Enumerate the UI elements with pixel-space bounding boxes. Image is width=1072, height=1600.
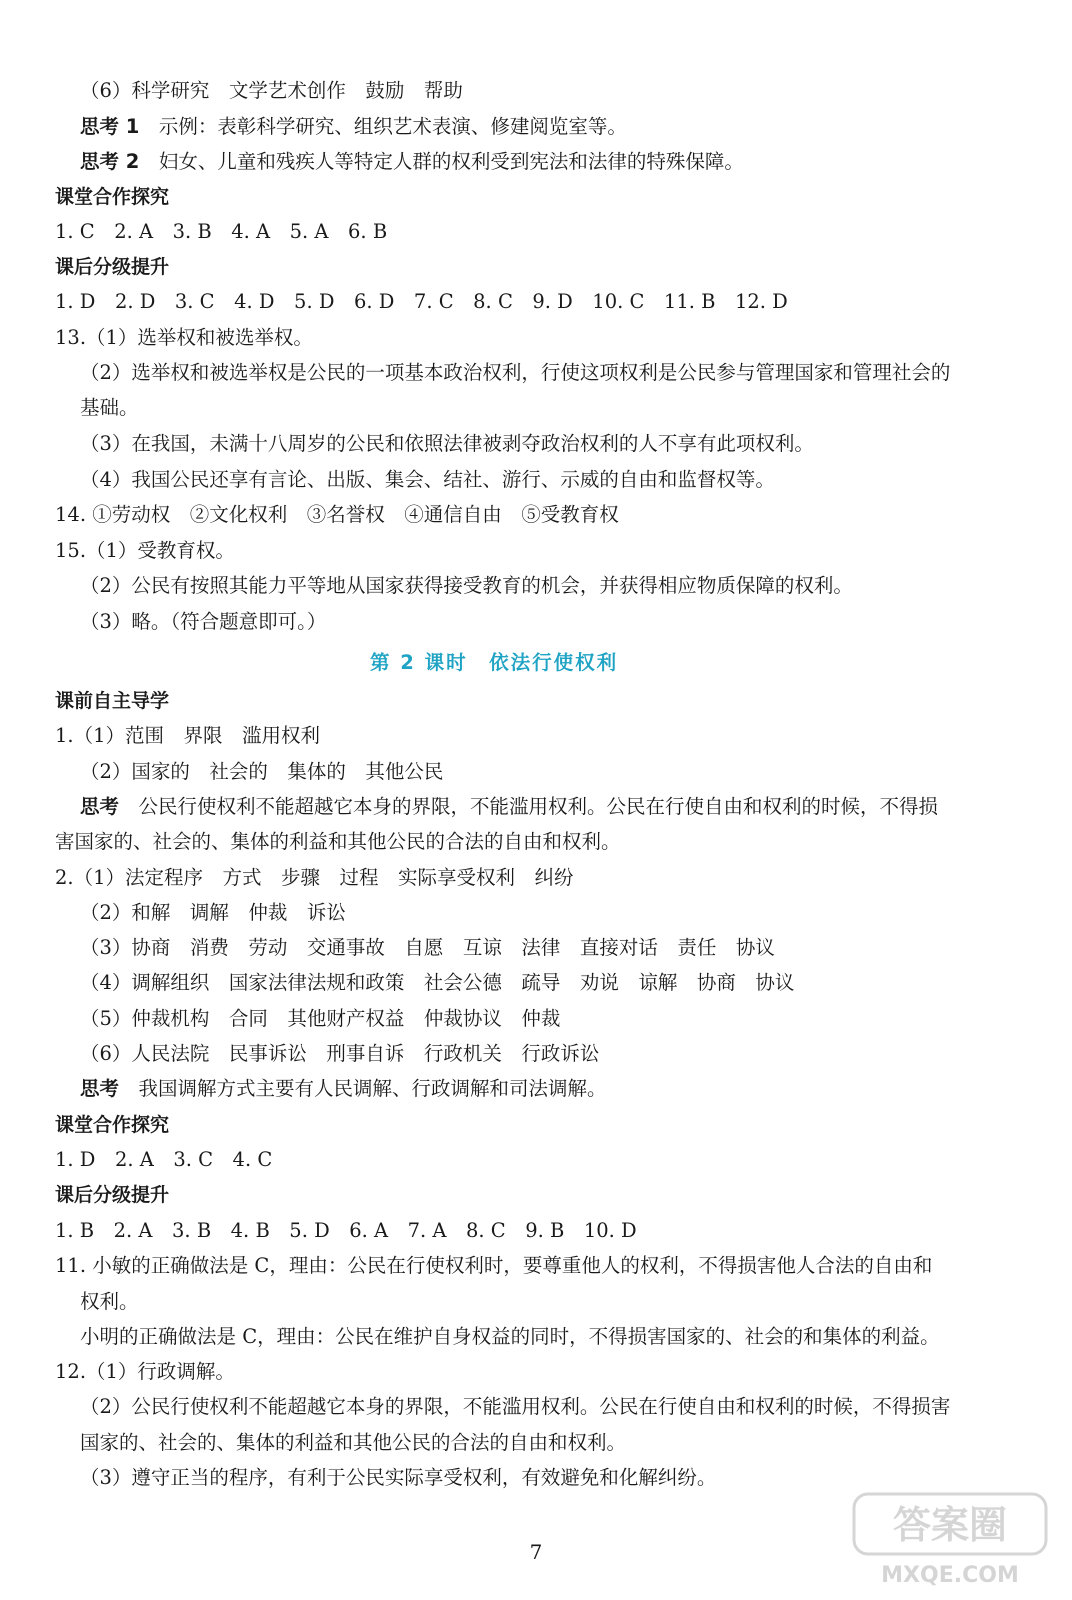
- answer-line: （3）协商 消费 劳动 交通事故 自愿 互谅 法律 直接对话 责任 协议: [80, 936, 775, 959]
- answer-line: 基础。: [80, 396, 139, 419]
- answer-line: 1. C 2. A 3. B 4. A 5. A 6. B: [55, 220, 388, 243]
- answer-line: （3）遵守正当的程序，有利于公民实际享受权利，有效避免和化解纠纷。: [80, 1466, 717, 1489]
- answer-line: 1. D 2. D 3. C 4. D 5. D 6. D 7. C 8. C 9. D 10. C 11. B 12. D: [55, 290, 788, 313]
- answer-line: （4）调解组织 国家法律法规和政策 社会公德 疏导 劝说 谅解 协商 协议: [80, 971, 795, 994]
- section-heading: 课前自主导学: [55, 690, 170, 712]
- watermark-logo: [850, 1490, 1050, 1590]
- answer-line: （2）公民行使权利不能超越它本身的界限，不能滥用权利。公民在行使自由和权利的时候，不得损害: [80, 1395, 951, 1418]
- answer-line: 1.（1）范围 界限 滥用权利: [55, 724, 321, 747]
- answer-line: （6）科学研究 文学艺术创作 鼓励 帮助: [80, 79, 463, 102]
- answer-line: （3）在我国，未满十八周岁的公民和依照法律被剥夺政治权利的人不享有此项权利。: [80, 432, 814, 455]
- answer-line: 1. B 2. A 3. B 4. B 5. D 6. A 7. A 8. C 9. B 10. D: [55, 1219, 637, 1242]
- answer-line: 权利。: [80, 1290, 139, 1313]
- think-text: 示例：表彰科学研究、组织艺术表演、修建阅览室等。: [158, 115, 627, 138]
- answer-line: （2）公民有按照其能力平等地从国家获得接受教育的机会，并获得相应物质保障的权利。: [80, 574, 853, 597]
- answer-line: （6）人民法院 民事诉讼 刑事自诉 行政机关 行政诉讼: [80, 1042, 600, 1065]
- section-heading: 课后分级提升: [55, 1184, 170, 1206]
- answer-line: （5）仲裁机构 合同 其他财产权益 仲裁协议 仲裁: [80, 1007, 561, 1030]
- answer-line: （3）略。（符合题意即可。）: [80, 610, 327, 633]
- think-label: 思考: [80, 1077, 120, 1100]
- page-number: 7: [529, 1540, 543, 1564]
- think-text: 妇女、儿童和残疾人等特定人群的权利受到宪法和法律的特殊保障。: [158, 150, 744, 173]
- answer-line: 小明的正确做法是 C，理由：公民在维护自身权益的同时，不得损害国家的、社会的和集体的利益。: [80, 1325, 940, 1348]
- answer-line: 13.（1）选举权和被选举权。: [55, 326, 313, 349]
- watermark-top: 答案圈: [892, 1503, 1008, 1547]
- answer-line: 12.（1）行政调解。: [55, 1360, 235, 1383]
- answer-line: 11. 小敏的正确做法是 C，理由：公民在行使权利时，要尊重他人的权利，不得损害他人合法的自由和: [55, 1254, 933, 1277]
- think-label: 思考: [80, 795, 120, 818]
- think-text: 我国调解方式主要有人民调解、行政调解和司法调解。: [138, 1077, 607, 1100]
- think-label: 思考 2: [80, 150, 140, 173]
- lesson-title: 第 2 课时 依法行使权利: [370, 651, 619, 674]
- answer-line: 害国家的、社会的、集体的利益和其他公民的合法的自由和权利。: [55, 830, 621, 853]
- section-heading: 课堂合作探究: [55, 186, 170, 208]
- answer-line: （2）选举权和被选举权是公民的一项基本政治权利，行使这项权利是公民参与管理国家和管理社会的: [80, 361, 951, 384]
- think-text: 公民行使权利不能超越它本身的界限，不能滥用权利。公民在行使自由和权利的时候，不得损: [138, 795, 939, 818]
- answer-line: 国家的、社会的、集体的利益和其他公民的合法的自由和权利。: [80, 1431, 627, 1454]
- answer-line: 15.（1）受教育权。: [55, 539, 235, 562]
- answer-line: （2）和解 调解 仲裁 诉讼: [80, 901, 346, 924]
- answer-line: （2）国家的 社会的 集体的 其他公民: [80, 760, 444, 783]
- think-line: [80, 1076, 607, 1102]
- answer-line: 14. ①劳动权 ②文化权利 ③名誉权 ④通信自由 ⑤受教育权: [55, 503, 619, 526]
- think-line: [80, 114, 627, 140]
- section-heading: 课后分级提升: [55, 256, 170, 278]
- think-label: 思考 1: [80, 115, 140, 138]
- think-line: [80, 149, 744, 175]
- answer-line: （4）我国公民还享有言论、出版、集会、结社、游行、示威的自由和监督权等。: [80, 468, 775, 491]
- answer-line: 1. D 2. A 3. C 4. C: [55, 1148, 273, 1171]
- think-line: [80, 794, 938, 820]
- answer-line: 2.（1）法定程序 方式 步骤 过程 实际享受权利 纠纷: [55, 866, 574, 889]
- section-heading: 课堂合作探究: [55, 1114, 170, 1136]
- watermark-bottom: MXQE.COM: [881, 1563, 1019, 1588]
